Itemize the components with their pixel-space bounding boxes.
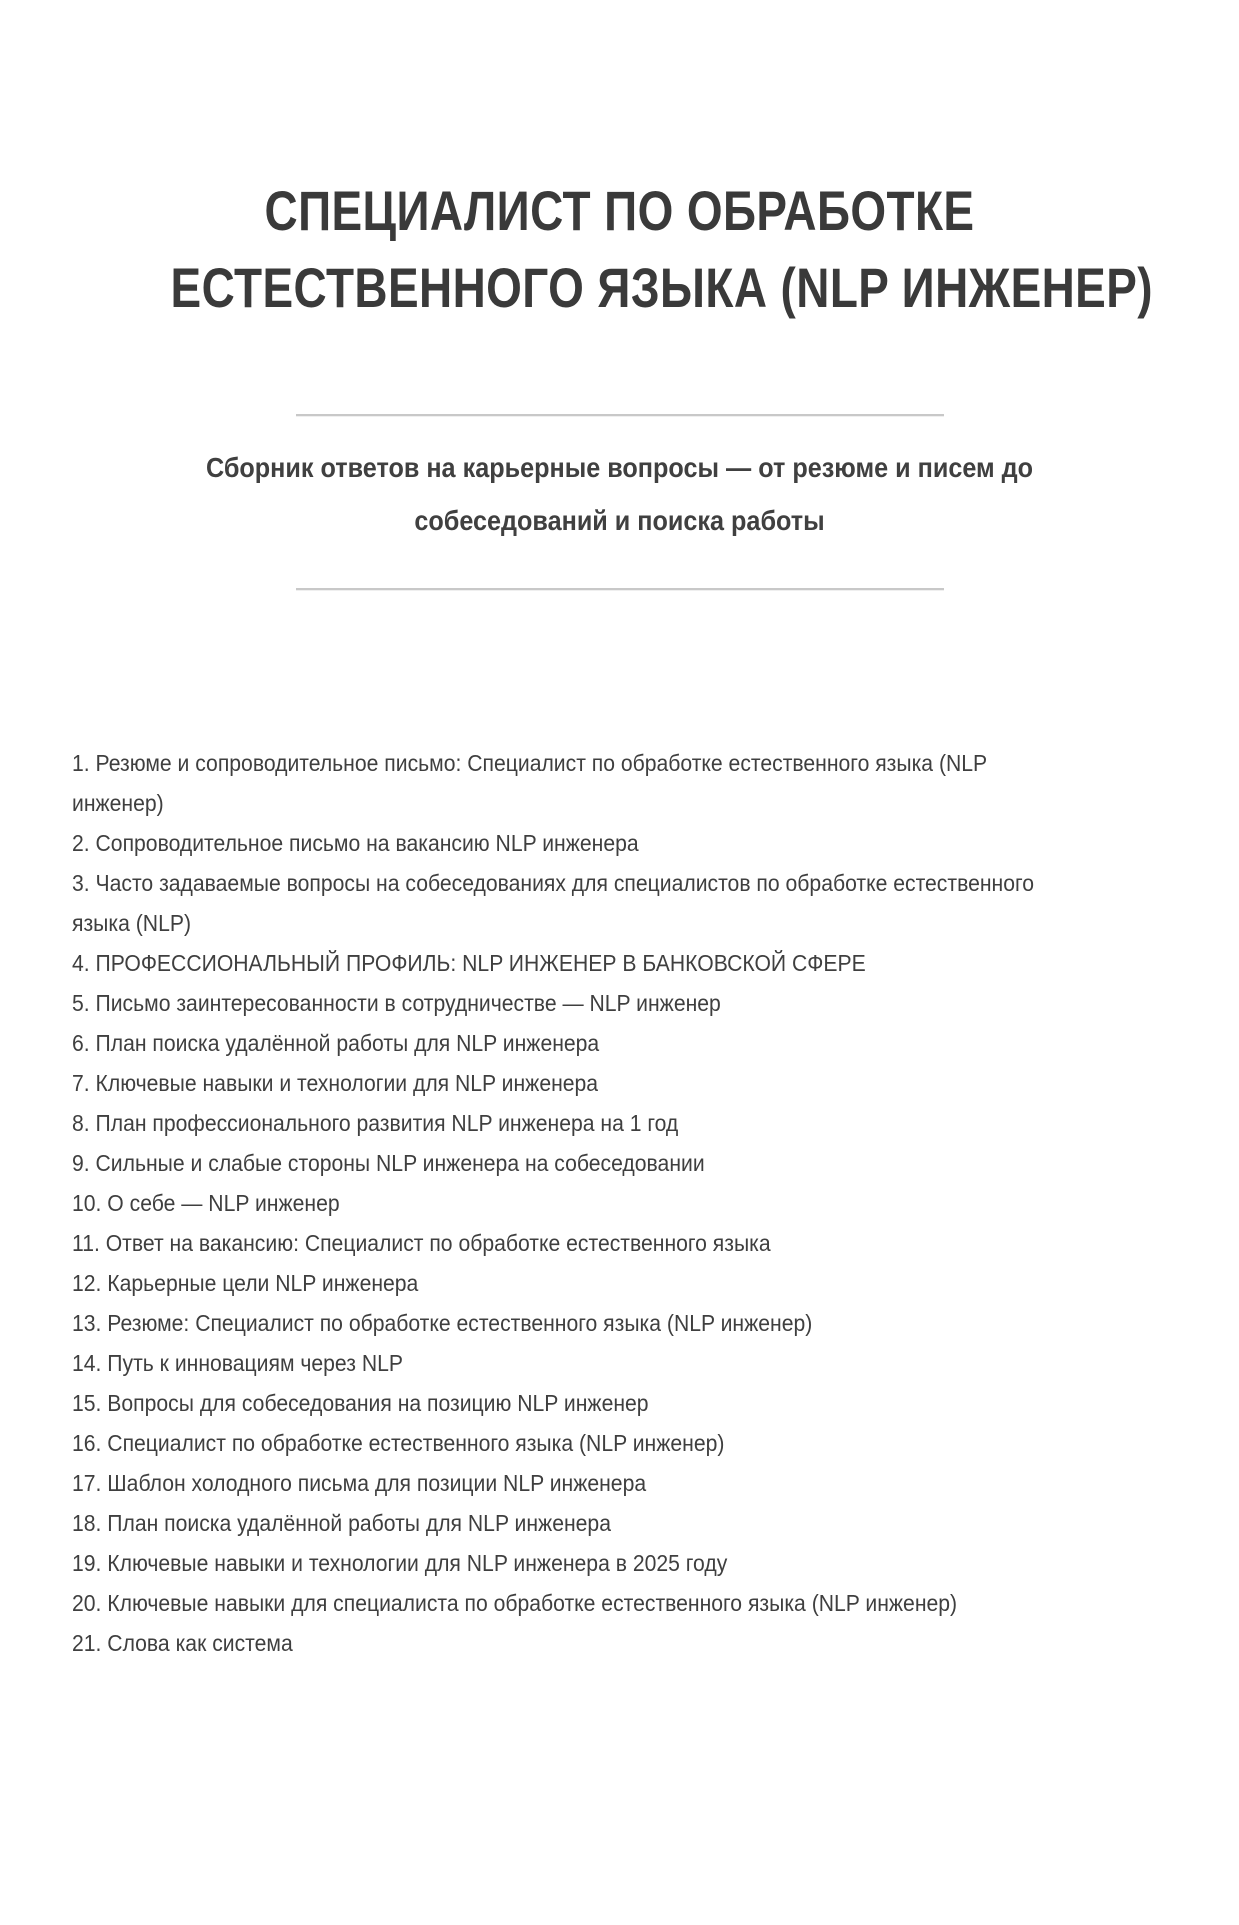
toc-list bbox=[72, 743, 1079, 1663]
toc-item: 18. План поиска удалённой работы для NLP инженера bbox=[72, 1510, 611, 1536]
toc-item: 2. Сопроводительное письмо на вакансию NLP инженера bbox=[72, 830, 639, 856]
toc-item: 8. План профессионального развития NLP инженера на 1 год bbox=[72, 1110, 679, 1136]
toc-item: 19. Ключевые навыки и технологии для NLP инженера в 2025 году bbox=[72, 1550, 728, 1576]
toc-item: 16. Специалист по обработке естественного языка (NLP инженер) bbox=[72, 1430, 725, 1456]
divider-bottom bbox=[296, 588, 944, 591]
toc-item: 13. Резюме: Специалист по обработке естественного языка (NLP инженер) bbox=[72, 1310, 813, 1336]
toc-item: 9. Сильные и слабые стороны NLP инженера на собеседовании bbox=[72, 1150, 705, 1176]
toc-item: 6. План поиска удалённой работы для NLP инженера bbox=[72, 1030, 600, 1056]
toc-item: 20. Ключевые навыки для специалиста по обработке естественного языка (NLP инженер) bbox=[72, 1590, 958, 1616]
page-title bbox=[72, 172, 1167, 326]
toc-item: 3. Часто задаваемые вопросы на собеседованиях для специалистов по обработке естественного языка (NLP) bbox=[72, 870, 1035, 936]
divider-top bbox=[296, 414, 944, 417]
page-title-line-1: СПЕЦИАЛИСТ ПО ОБРАБОТКЕ bbox=[264, 179, 975, 242]
page-subtitle: Сборник ответов на карьерные вопросы — от резюме и писем до собеседований и поиска работы bbox=[205, 452, 1034, 536]
toc-item: 21. Слова как система bbox=[72, 1630, 293, 1656]
toc-item: 7. Ключевые навыки и технологии для NLP инженера bbox=[72, 1070, 599, 1096]
toc-item: 17. Шаблон холодного письма для позиции NLP инженера bbox=[72, 1470, 647, 1496]
toc-item: 15. Вопросы для собеседования на позицию NLP инженер bbox=[72, 1390, 649, 1416]
toc-item: 14. Путь к инновациям через NLP bbox=[72, 1350, 403, 1376]
toc-item: 10. О себе — NLP инженер bbox=[72, 1190, 340, 1216]
toc-item: 11. Ответ на вакансию: Специалист по обработке естественного языка bbox=[72, 1230, 771, 1256]
toc-item: 1. Резюме и сопроводительное письмо: Специалист по обработке естественного языка (NLP инженер) bbox=[72, 750, 987, 816]
toc-item: 5. Письмо заинтересованности в сотрудничестве — NLP инженер bbox=[72, 990, 721, 1016]
page-title-line-2: ЕСТЕСТВЕННОГО ЯЗЫКА (NLP ИНЖЕНЕР) bbox=[170, 256, 1153, 319]
document-page bbox=[0, 172, 1239, 1925]
toc-item: 4. ПРОФЕССИОНАЛЬНЫЙ ПРОФИЛЬ: NLP ИНЖЕНЕР В БАНКОВСКОЙ СФЕРЕ bbox=[72, 950, 866, 976]
toc-item: 12. Карьерные цели NLP инженера bbox=[72, 1270, 419, 1296]
